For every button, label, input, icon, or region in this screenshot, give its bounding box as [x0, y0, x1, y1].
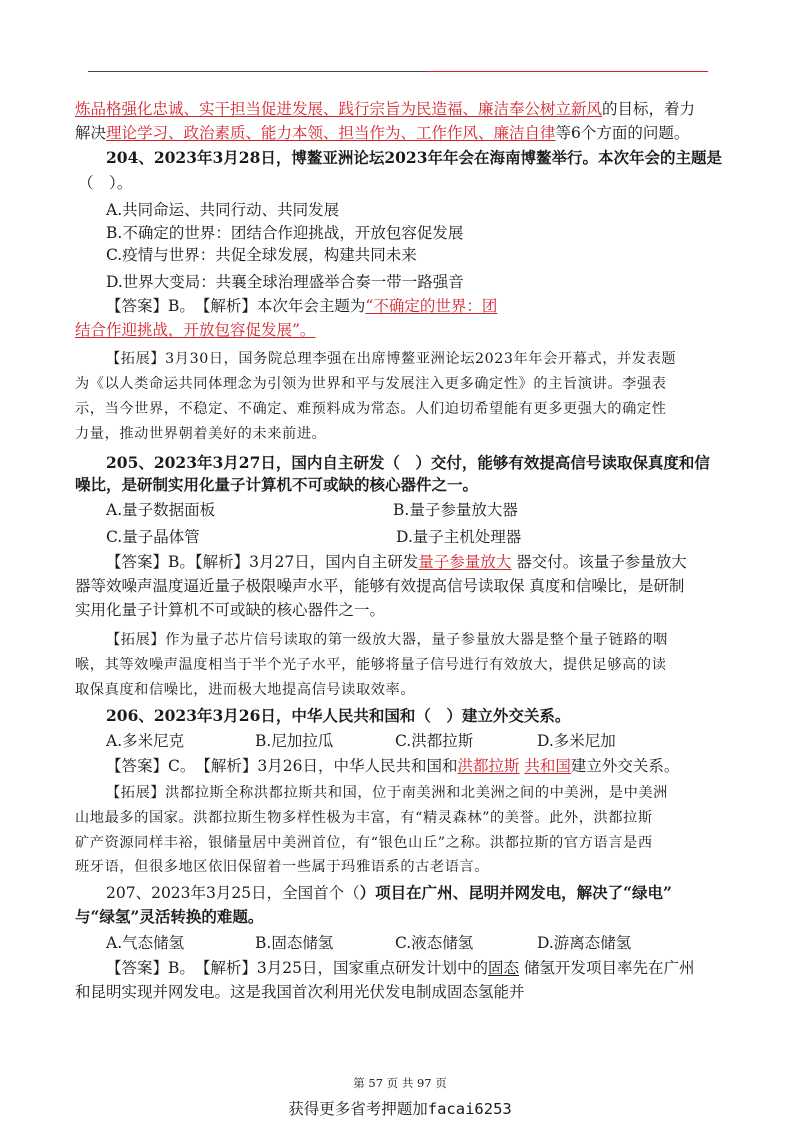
q205-option-c: C.量子晶体管 — [106, 528, 200, 546]
q205-answer-3: 实用化量子计算机不可或缺的核心器件之一。 — [75, 601, 386, 619]
q207-answer-label: 【答案】B。 【解析】3月25日，国家重点研发计划中的 — [106, 959, 488, 977]
q206-option-d: D.多米尼加 — [537, 732, 616, 750]
q207-answer-1 — [106, 957, 694, 979]
q206-answer — [106, 755, 679, 777]
q207-option-b: B.固态储氢 — [255, 934, 334, 952]
q207-stem-number: 207、2023年3月25日，全国首个（ — [106, 884, 360, 902]
q206-option-b: B.尼加拉瓜 — [255, 732, 334, 750]
q205-answer-2: 器等效噪声温度逼近量子极限噪声水平，能够有效提高信号读取保 真度和信噪比，是研制 — [75, 577, 685, 595]
intro-text-1: 的目标，着力 — [602, 100, 696, 118]
q207-answer-highlight: 固态 — [487, 959, 519, 977]
q206-option-a: A.多米尼克 — [106, 732, 185, 750]
q205-stem-1: 205、2023年3月27日，国内自主研发（ ）交付，能够有效提高信号读取保真度和信 — [106, 453, 710, 472]
q205-answer-label: 【答案】B。【解析】3月27日，国内自主研发 — [106, 553, 419, 571]
q204-answer-highlight-1: “不确定的世界：团 — [365, 297, 498, 315]
q207-option-d: D.游离态储氢 — [537, 934, 632, 952]
q204-extension-4: 力量，推动世界朝着美好的未来前进。 — [75, 426, 327, 442]
header-rule-red — [426, 71, 708, 72]
q206-answer-label: 【答案】C。 【解析】3月26日，中华人民共和国和 — [106, 757, 458, 775]
q206-extension-4: 班牙语，但很多地区依旧保留着一些属于玛雅语系的古老语言。 — [75, 859, 490, 875]
promo-text: 获得更多省考押题加facai6253 — [288, 1100, 512, 1118]
q205-answer-1 — [106, 551, 687, 573]
q207-option-a: A.气态储氢 — [106, 934, 185, 952]
q205-answer-highlight: 量子参量放大 — [418, 553, 512, 571]
q205-option-a: A.量子数据面板 — [106, 501, 216, 519]
intro-text-2b: 等6个方面的问题。 — [555, 124, 690, 142]
q204-option-a: A.共同命运、共同行动、共同发展 — [106, 201, 340, 219]
q205-extension-1: 【拓展】作为量子芯片信号读取的第一级放大器，量子参量放大器是整个量子链路的咽 — [106, 632, 668, 648]
q204-extension-1: 【拓展】3月30日，国务院总理李强在出席博鳌亚洲论坛2023年年会开幕式，并发表题 — [106, 351, 677, 367]
intro-highlight-2: 理论学习、政治素质、能力本领、担当作为、工作作风、廉洁自律 — [106, 124, 556, 142]
q205-extension-3: 取保真度和信噪比，进而极大地提高信号读取效率。 — [75, 682, 416, 698]
page-number: 第 57 页 共 97 页 — [353, 1076, 447, 1090]
q206-answer-highlight-1: 洪都拉斯 — [457, 757, 520, 775]
header-rule-black — [88, 71, 426, 72]
q204-option-d: D.世界大变局：共襄全球治理盛举合奏一带一路强音 — [106, 273, 464, 291]
q206-answer-text: 建立外交关系。 — [570, 757, 680, 775]
q204-option-c: C.疫情与世界：共促全球发展，构建共同未来 — [106, 246, 417, 264]
q206-answer-highlight-2: 共和国 — [524, 757, 571, 775]
q204-option-b: B.不确定的世界：团结合作迎挑战，开放包容促发展 — [106, 224, 464, 242]
q205-stem-2: 噪比，是研制实用化量子计算机不可或缺的核心器件之一。 — [75, 475, 479, 494]
q204-answer-highlight-2: 结合作迎挑战，开放包容促发展”。 — [75, 321, 316, 339]
q205-option-b: B.量子参量放大器 — [393, 501, 518, 519]
q207-answer-text-1: 储氢开发项目率先在广州 — [523, 959, 695, 977]
q204-answer-label: 【答案】B。 【解析】本次年会主题为 — [106, 297, 366, 315]
q206-extension-2: 山地最多的国家。洪都拉斯生物多样性极为丰富，有“精灵森林”的美誉。此外，洪都拉斯 — [75, 810, 653, 826]
q207-option-c: C.液态储氢 — [395, 934, 474, 952]
q205-extension-2: 喉，其等效噪声温度相当于半个光子水平，能够将量子信号进行有效放大，提供足够高的读 — [75, 657, 667, 673]
q207-stem-1 — [106, 882, 672, 904]
q204-extension-3: 示，当今世界，不稳定、不确定、难预料成为常态。人们迫切希望能有更多更强大的确定性 — [75, 401, 667, 417]
intro-line-2 — [75, 122, 689, 144]
q204-stem-2: （ ）。 — [78, 174, 133, 192]
intro-line-1 — [75, 98, 695, 120]
intro-text-2a: 解决 — [75, 124, 107, 142]
q206-extension-3: 矿产资源同样丰裕，银储量居中美洲首位，有“银色山丘”之称。洪都拉斯的官方语言是西 — [75, 835, 653, 851]
q207-stem-2: 与“绿氢”灵活转换的难题。 — [75, 907, 264, 926]
q206-extension-1: 【拓展】洪都拉斯全称洪都拉斯共和国，位于南美洲和北美洲之间的中美洲，是中美洲 — [106, 785, 668, 801]
q205-answer-text-1: 器交付。该量子参量放大 — [516, 553, 687, 571]
q204-answer-2 — [75, 319, 315, 341]
q207-answer-2: 和昆明实现并网发电。这是我国首次利用光伏发电制成固态氢能并 — [75, 983, 525, 1001]
q204-extension-2: 为《以人类命运共同体理念为引领为世界和平与发展注入更多确定性》的主旨演讲。李强表 — [75, 376, 667, 392]
q204-answer-1 — [106, 295, 497, 317]
q206-stem: 206、2023年3月26日，中华人民共和国和（ ）建立外交关系。 — [106, 706, 571, 725]
q204-stem-1: 204、2023年3月28日，博鳌亚洲论坛2023年年会在海南博鳌举行。本次年会的主题是 — [106, 148, 722, 167]
q207-stem-text: ）项目在广州、昆明并网发电，解决了“绿电” — [359, 883, 672, 902]
q206-option-c: C.洪都拉斯 — [395, 732, 474, 750]
q205-option-d: D.量子主机处理器 — [396, 528, 522, 546]
intro-highlight-1: 炼品格强化忠诚、实干担当促进发展、践行宗旨为民造福、廉洁奉公树立新风 — [75, 100, 603, 118]
